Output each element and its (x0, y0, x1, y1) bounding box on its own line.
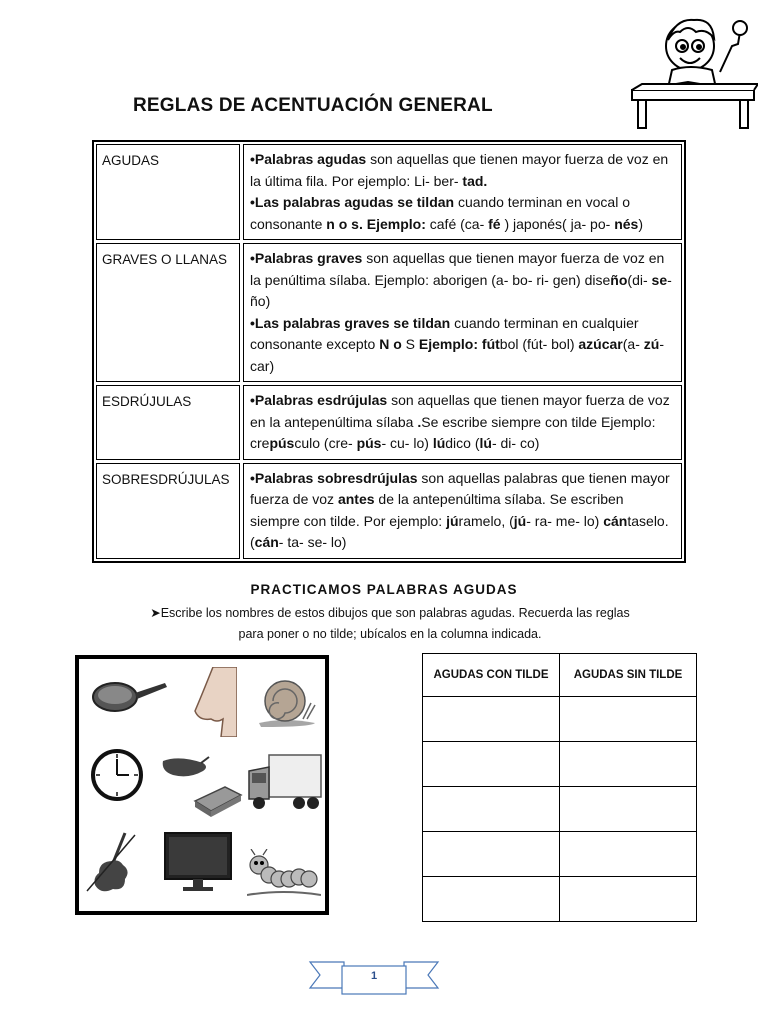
nose-icon (191, 667, 237, 737)
practice-instruction: ➤Escribe los nombres de estos dibujos que son palabras agudas. Recuerda las reglas para poner o no tilde; ubícalos en la columna indicada. (150, 606, 630, 641)
answer-cell[interactable] (423, 742, 560, 787)
answer-cell[interactable] (423, 877, 560, 922)
table-row (423, 787, 697, 832)
table-row (423, 697, 697, 742)
page-number: 1 (370, 970, 378, 982)
rule-description: •Palabras sobresdrújulas son aquellas palabras que tienen mayor fuerza de voz antes de la antepenúltima sílaba. Se escriben siempre con tilde. Por ejemplo: júramelo, (jú- ra- me- lo) cántaselo. (cán- ta- se- lo) (243, 463, 682, 559)
table-row (423, 877, 697, 922)
rule-description: •Palabras esdrújulas son aquellas que tienen mayor fuerza de voz en la antepenúltima sílaba .Se escribe siempre con tilde Ejemplo: crepúsculo (cre- pús- cu- lo) lúdico (lú- di- co) (243, 385, 682, 460)
practice-title: PRACTICAMOS PALABRAS AGUDAS (250, 582, 518, 597)
rule-row-esdrujulas (96, 385, 682, 460)
column-header-con-tilde: AGUDAS CON TILDE (423, 654, 560, 697)
clock-icon (89, 745, 145, 805)
chili-pepper-icon (159, 753, 211, 783)
table-row (423, 742, 697, 787)
violin-icon (85, 827, 145, 897)
arrow-bullet-icon: ➤ (150, 606, 161, 620)
rule-category: AGUDAS (96, 144, 240, 240)
snail-icon (255, 673, 319, 729)
rule-category: ESDRÚJULAS (96, 385, 240, 460)
rule-category: GRAVES O LLANAS (96, 243, 240, 382)
answer-cell[interactable] (560, 697, 697, 742)
rule-row-graves (96, 243, 682, 382)
eraser-icon (189, 783, 245, 817)
caterpillar-icon (247, 849, 321, 899)
table-row (423, 832, 697, 877)
column-header-sin-tilde: AGUDAS SIN TILDE (560, 654, 697, 697)
truck-icon (247, 751, 323, 813)
rule-row-agudas (96, 144, 682, 240)
answer-cell[interactable] (423, 787, 560, 832)
answer-cell[interactable] (560, 832, 697, 877)
answer-cell[interactable] (560, 877, 697, 922)
page-title: REGLAS DE ACENTUACIÓN GENERAL (133, 95, 493, 116)
answer-cell[interactable] (560, 787, 697, 832)
answer-cell[interactable] (423, 832, 560, 877)
frying-pan-icon (89, 673, 169, 717)
answer-cell[interactable] (423, 697, 560, 742)
rule-row-sobresdrujulas (96, 463, 682, 559)
rule-description: •Palabras agudas son aquellas que tienen mayor fuerza de voz en la última fila. Por ejemplo: Li- ber- tad. •Las palabras agudas se tildan cuando terminan en vocal o consonante n o s. Ejemplo: café (ca- fé ) japonés( ja- po- nés) (243, 144, 682, 240)
pictures-box (75, 655, 329, 915)
rule-category: SOBRESDRÚJULAS (96, 463, 240, 559)
rule-description: •Palabras graves son aquellas que tienen mayor fuerza de voz en la penúltima sílaba. Ejemplo: aborigen (a- bo- ri- gen) diseño(di- se- ño) •Las palabras graves se tildan cuando terminan en cualquier consonante excepto N o S Ejemplo: fútbol (fút- bol) azúcar(a- zú- car) (243, 243, 682, 382)
child-at-desk-clipart (628, 10, 758, 130)
monitor-icon (161, 831, 235, 893)
accent-rules-table (92, 140, 686, 563)
answer-table (422, 653, 697, 922)
answer-cell[interactable] (560, 742, 697, 787)
